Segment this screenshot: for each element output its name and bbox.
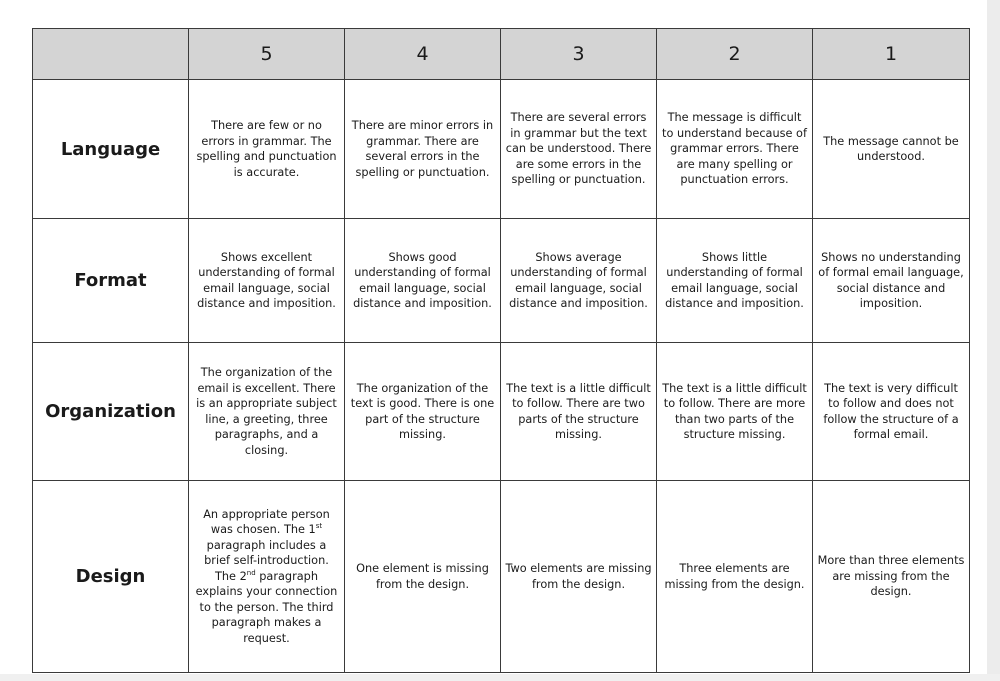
score-header-3: 3	[501, 29, 657, 80]
descriptor-cell: The organization of the email is excellent. There is an appropriate subject line, a greeting, three paragraphs, and a closing.	[189, 343, 345, 481]
design-text-part1: An appropriate person was chosen. The 1	[203, 507, 330, 537]
superscript-nd: nd	[246, 568, 256, 577]
score-header-4: 4	[345, 29, 501, 80]
criterion-organization: Organization	[33, 343, 189, 481]
header-row	[33, 29, 970, 80]
rubric-row-design	[33, 481, 970, 673]
criterion-design: Design	[33, 481, 189, 673]
descriptor-cell: There are several errors in grammar but the text can be understood. There are some errors in the spelling or punctuation.	[501, 80, 657, 219]
criterion-format: Format	[33, 219, 189, 343]
descriptor-cell: The text is very difficult to follow and does not follow the structure of a formal email.	[813, 343, 970, 481]
score-header-2: 2	[657, 29, 813, 80]
score-header-5: 5	[189, 29, 345, 80]
rubric-table	[32, 28, 970, 673]
descriptor-cell: One element is missing from the design.	[345, 481, 501, 673]
design-text-part3: paragraph explains your connection to the person. The third paragraph makes a request.	[195, 569, 338, 645]
rubric-row-language	[33, 80, 970, 219]
scrollbar-track[interactable]	[987, 0, 1000, 681]
descriptor-cell: Shows no understanding of formal email language, social distance and imposition.	[813, 219, 970, 343]
design-text-part2: paragraph includes a brief self-introduction. The 2	[204, 538, 329, 583]
corner-cell	[33, 29, 189, 80]
descriptor-cell: There are minor errors in grammar. There are several errors in the spelling or punctuation.	[345, 80, 501, 219]
descriptor-cell: Shows excellent understanding of formal email language, social distance and imposition.	[189, 219, 345, 343]
descriptor-cell: The organization of the text is good. There is one part of the structure missing.	[345, 343, 501, 481]
rubric-row-format	[33, 219, 970, 343]
descriptor-cell: Three elements are missing from the design.	[657, 481, 813, 673]
descriptor-cell: Shows little understanding of formal email language, social distance and imposition.	[657, 219, 813, 343]
superscript-st: st	[315, 522, 323, 531]
bottom-edge	[0, 674, 1000, 681]
criterion-language: Language	[33, 80, 189, 219]
descriptor-cell: The text is a little difficult to follow. There are two parts of the structure missing.	[501, 343, 657, 481]
descriptor-cell: The text is a little difficult to follow. There are more than two parts of the structure missing.	[657, 343, 813, 481]
rubric-row-organization	[33, 343, 970, 481]
descriptor-cell: Shows good understanding of formal email language, social distance and imposition.	[345, 219, 501, 343]
score-header-1: 1	[813, 29, 970, 80]
descriptor-cell: The message cannot be understood.	[813, 80, 970, 219]
descriptor-cell: The message is difficult to understand because of grammar errors. There are many spelling or punctuation errors.	[657, 80, 813, 219]
descriptor-cell: Shows average understanding of formal email language, social distance and imposition.	[501, 219, 657, 343]
descriptor-cell	[189, 481, 345, 673]
descriptor-cell: More than three elements are missing from the design.	[813, 481, 970, 673]
descriptor-cell: There are few or no errors in grammar. The spelling and punctuation is accurate.	[189, 80, 345, 219]
descriptor-cell: Two elements are missing from the design.	[501, 481, 657, 673]
